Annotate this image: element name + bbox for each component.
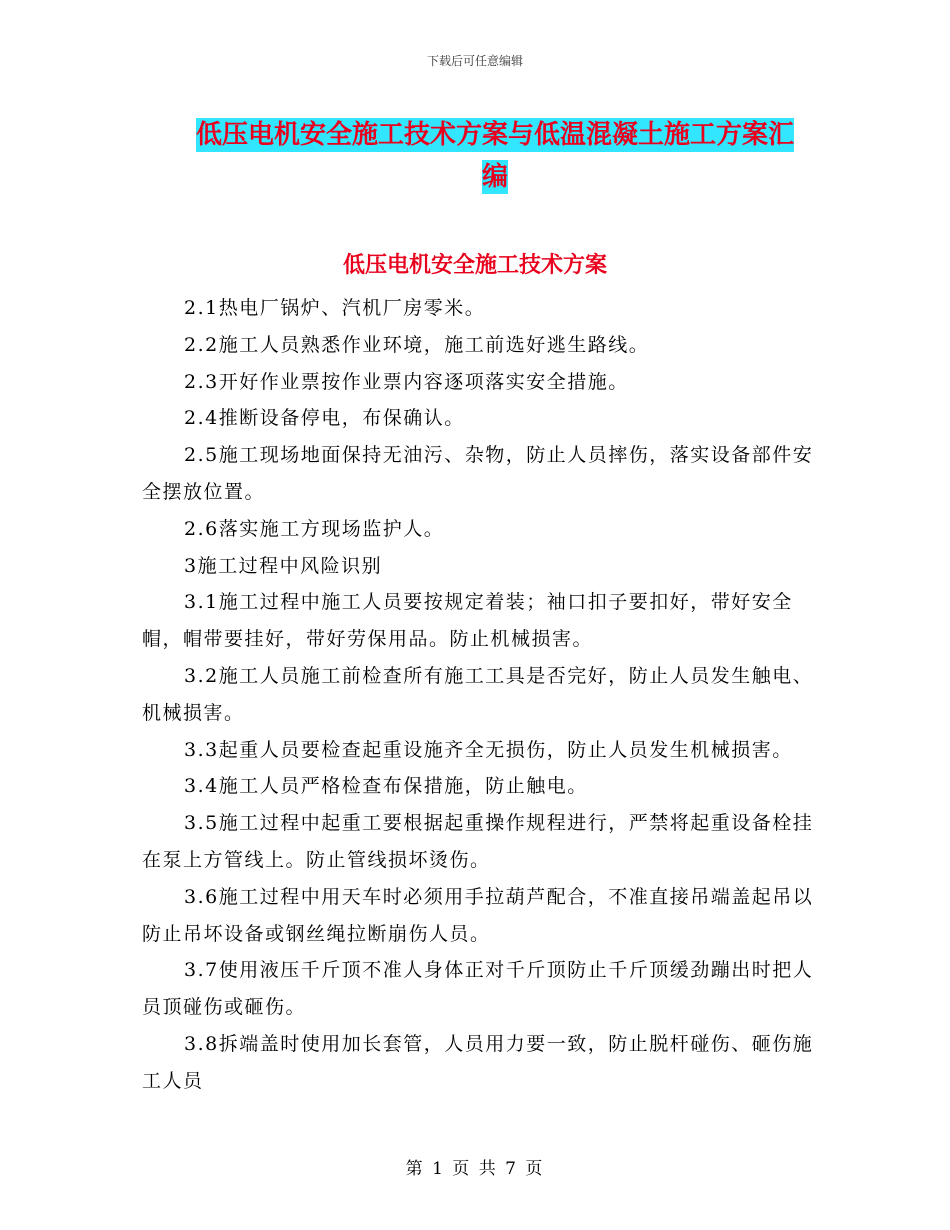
paragraph-3-7: 3.7使用液压千斤顶不准人身体正对千斤顶防止千斤顶缓劲蹦出时把人员顶碰伤或砸伤。: [142, 959, 814, 1019]
paragraph-3-6: 3.6施工过程中用天车时必须用手拉葫芦配合，不准直接吊端盖起吊以防止吊坏设备或钢丝绳拉断崩伤人员。: [142, 885, 814, 945]
paragraph-3-4: 3.4施工人员严格检查布保措施，防止触电。: [184, 775, 588, 798]
paragraph-2-1: 2.1热电厂锅炉、汽机厂房零米。: [184, 297, 486, 319]
document-body: [142, 290, 822, 1100]
section-title: 低压电机安全施工技术方案: [342, 253, 607, 278]
document-title-text-2: 编: [481, 162, 508, 192]
paragraph-3-8: 3.8拆端盖时使用加长套管，人员用力要一致，防止脱杆碰伤、砸伤施工人员: [142, 1032, 814, 1092]
page-number-footer: 第 1 页 共 7 页: [405, 1159, 545, 1179]
document-title-text-1: 低压电机安全施工技术方案与低温混凝土施工方案汇: [195, 120, 794, 150]
paragraph-2-5: 2.5施工现场地面保持无油污、杂物，防止人员摔伤，落实设备部件安全摆放位置。: [142, 444, 814, 503]
header-note: 下载后可任意编辑: [426, 54, 523, 68]
document-title-line1: [150, 114, 840, 151]
paragraph-3-3: 3.3起重人员要检查起重设施齐全无损伤，防止人员发生机械损害。: [184, 738, 793, 761]
paragraph-3-2: 3.2施工人员施工前检查所有施工工具是否完好，防止人员发生触电、机械损害。: [142, 664, 814, 724]
document-title-line2: [150, 156, 840, 193]
paragraph-2-2: 2.2施工人员熟悉作业环境，施工前选好逃生路线。: [184, 333, 650, 356]
paragraph-2-6: 2.6落实施工方现场监护人。: [184, 517, 445, 540]
paragraph-2-4: 2.4推断设备停电，布保确认。: [184, 407, 465, 430]
paragraph-2-3: 2.3开好作业票按作业票内容逐项落实安全措施。: [184, 370, 629, 393]
paragraph-3-5: 3.5施工过程中起重工要根据起重操作规程进行，严禁将起重设备栓挂在泵上方管线上。防止管线损坏烫伤。: [142, 812, 814, 871]
paragraph-3-heading: 3施工过程中风险识别: [184, 554, 383, 577]
paragraph-3-1: 3.1施工过程中施工人员要按规定着装；袖口扣子要扣好，带好安全帽，帽带要挂好，带好劳保用品。防止机械损害。: [142, 591, 793, 651]
